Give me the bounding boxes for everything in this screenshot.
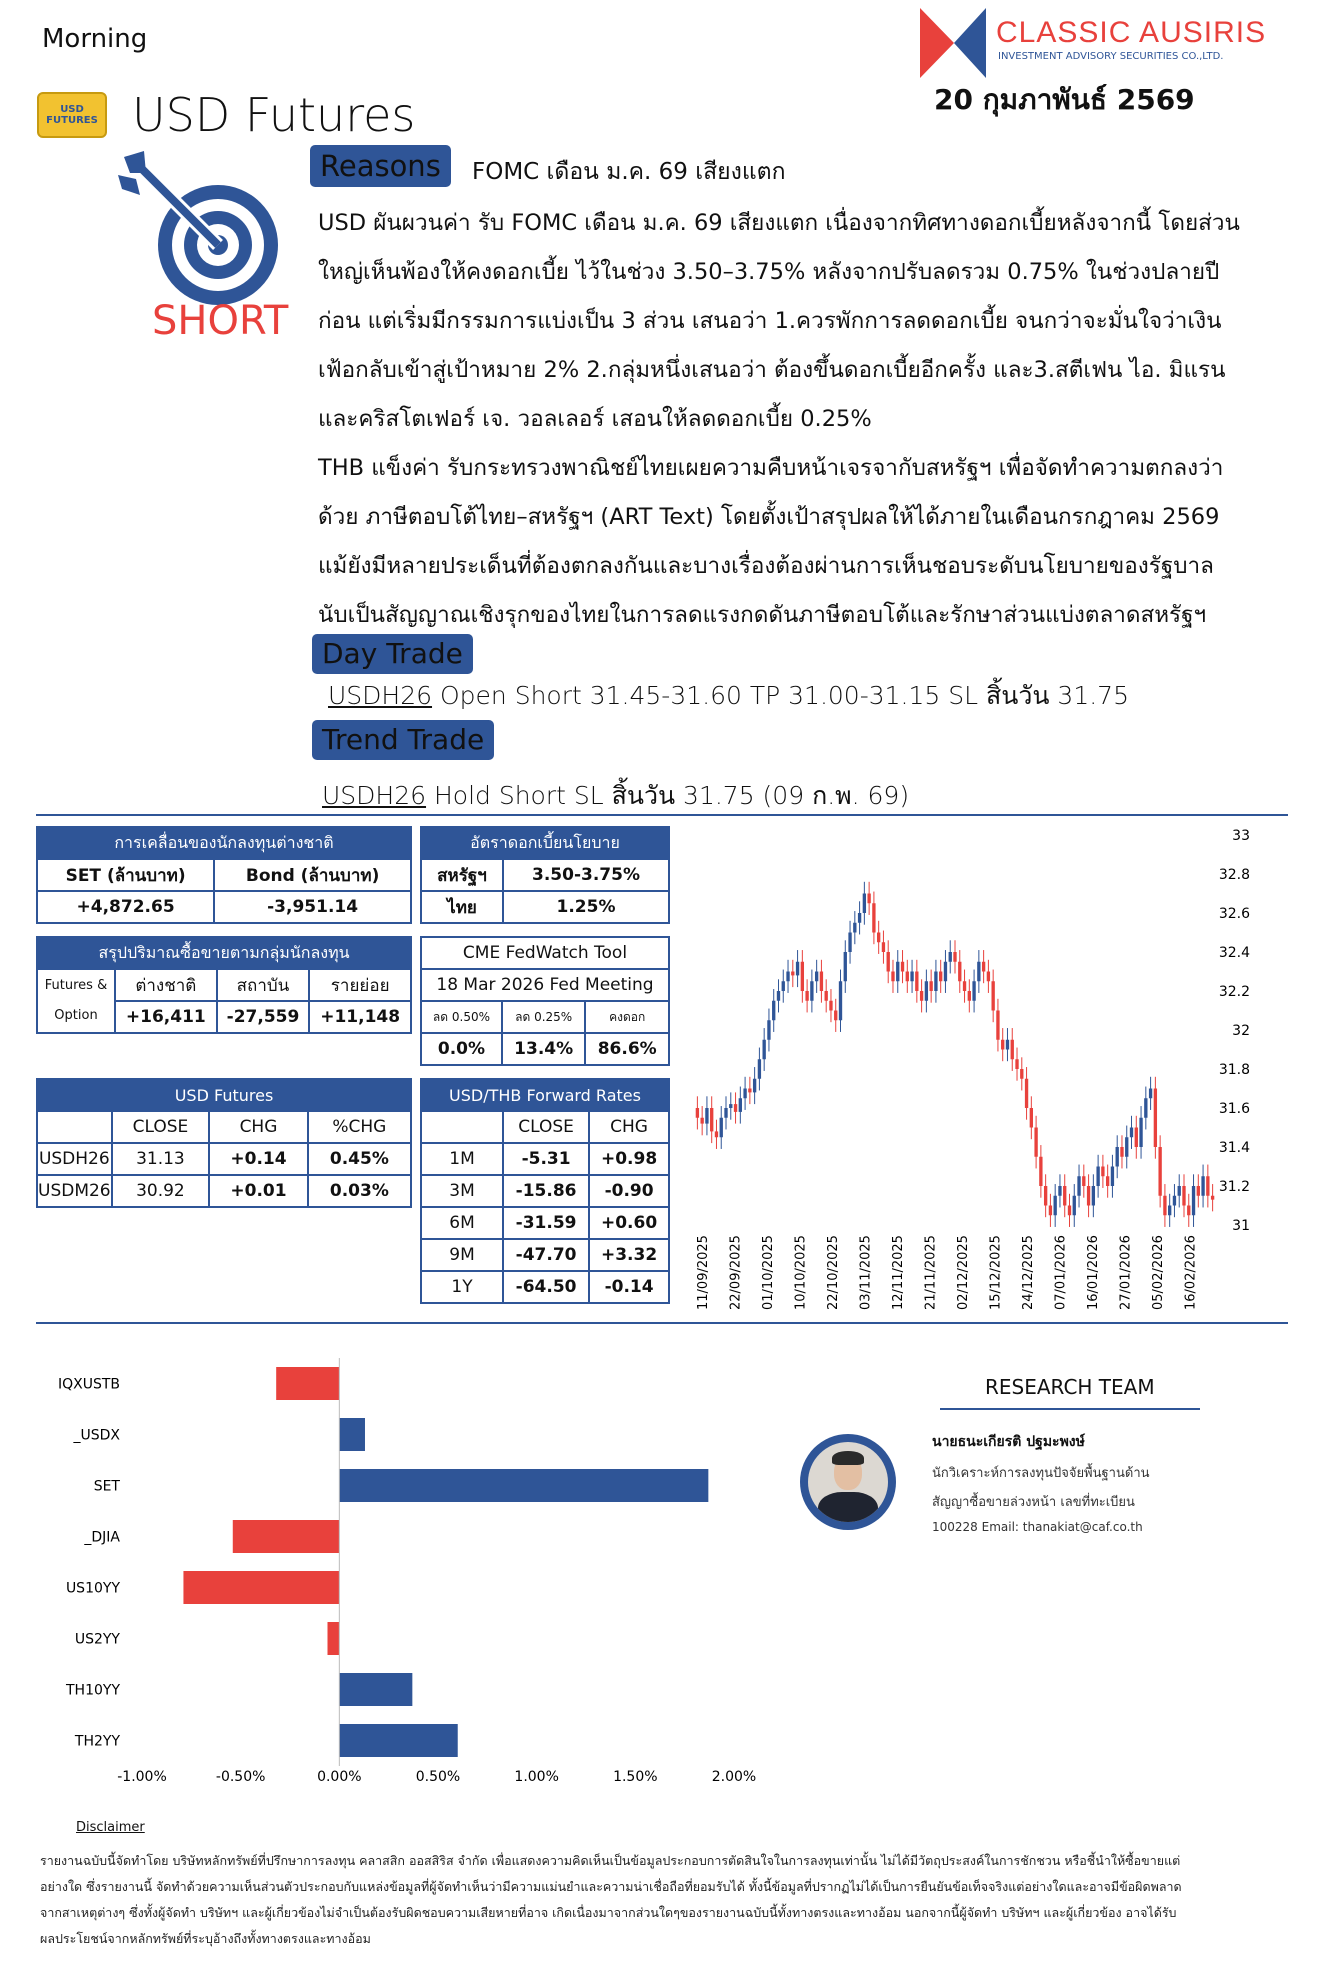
- usd-futures-header-chg: CHG: [209, 1111, 308, 1143]
- volume-foreign: +16,411: [115, 1001, 217, 1033]
- candle-body: [1192, 1186, 1195, 1215]
- bar: [339, 1673, 412, 1706]
- forward-tenor: 3M: [421, 1175, 503, 1207]
- reason-line-4: เฟ้อกลับเข้าสู่เป้าหมาย 2% 2.กลุ่มหนึ่งเสนอว่า ต้องขึ้นดอกเบี้ยอีกครั้ง และ3.สตีเฟน ไอ. มิแรน: [318, 357, 1226, 383]
- y-tick-label: 32.4: [1218, 945, 1250, 961]
- target-icon: [110, 145, 300, 305]
- candle-body: [963, 981, 966, 991]
- forward-tenor: 6M: [421, 1207, 503, 1239]
- candle-body: [968, 991, 971, 1001]
- candle-body: [1058, 1186, 1061, 1196]
- candle-body: [1039, 1157, 1042, 1186]
- candle-body: [953, 952, 956, 962]
- candle-body: [1020, 1069, 1023, 1079]
- futures-option-label: [37, 969, 115, 1033]
- brand-subtitle: INVESTMENT ADVISORY SECURITIES CO.,LTD.: [998, 51, 1224, 62]
- bar-x-tick-label: 1.00%: [514, 1769, 559, 1785]
- candle-body: [729, 1104, 732, 1108]
- disclaimer-line-3: จากสาเหตุต่างๆ ซึ่งทั้งผู้จัดทำ บริษัทฯ และผู้เกี่ยวข้องไม่จำเป็นต้องรับผิดชอบความเสียหายที่อาจ เกิดเนื่องมาจากส่วนใดๆของรายงานฉบับนี้ทั้งทางตรงและทางอ้อม นอกจากนี้ผู้จัดทำ บริษัทฯ และผู้เกี่ยวข้อง อาจได้รับ: [40, 1905, 1177, 1920]
- candle-body: [829, 1001, 832, 1011]
- candle-body: [1187, 1206, 1190, 1216]
- candle-body: [915, 972, 918, 992]
- usdthb-candlestick-chart: [690, 820, 1290, 1320]
- candle-body: [1073, 1196, 1076, 1216]
- research-team-title: RESEARCH TEAM: [985, 1375, 1155, 1399]
- candle-body: [834, 1011, 837, 1021]
- futures-volume-table: [36, 936, 412, 1034]
- volume-institution: -27,559: [217, 1001, 310, 1033]
- candle-body: [1130, 1128, 1133, 1138]
- candle-body: [991, 981, 994, 1010]
- candle-body: [872, 903, 875, 932]
- candle-body: [815, 972, 818, 982]
- reason-line-5: และคริสโตเฟอร์ เจ. วอลเลอร์ เสอนให้ลดดอกเบี้ย 0.25%: [318, 406, 872, 432]
- brand-mark-icon: [920, 8, 986, 78]
- candle-body: [700, 1118, 703, 1124]
- candle-body: [710, 1108, 713, 1131]
- day-trade-label: Day Trade: [312, 634, 473, 674]
- disclaimer-line-4: ผลประโยชน์จากหลักทรัพย์ที่ระบุอ้างถึงทั้งทางตรงและทางอ้อม: [40, 1931, 371, 1946]
- y-tick-label: 32.2: [1218, 984, 1250, 1000]
- reason-line-7: ด้วย ภาษีตอบโต้ไทย–สหรัฐฯ (ART Text) โดยตั้งเป้าสรุปผลให้ได้ภายในเดือนกรกฎาคม 2569: [318, 504, 1220, 530]
- candle-body: [925, 981, 928, 1001]
- forward-chg: +0.60: [589, 1207, 669, 1239]
- futures-label-top: Futures &: [44, 978, 108, 993]
- fedwatch-table: [420, 936, 670, 1066]
- candle-body: [1116, 1147, 1119, 1167]
- divider-top: [36, 814, 1288, 816]
- candle-body: [1158, 1147, 1161, 1196]
- bar-category-label: US2YY: [74, 1631, 120, 1648]
- forward-rates-title: USD/THB Forward Rates: [421, 1079, 669, 1111]
- candle-body: [758, 1059, 761, 1079]
- bar: [339, 1724, 457, 1757]
- bar: [339, 1418, 365, 1451]
- candle-body: [1054, 1196, 1057, 1216]
- candle-body: [1015, 1059, 1018, 1069]
- x-tick-label: 07/01/2026: [1053, 1235, 1069, 1310]
- candle-body: [977, 962, 980, 982]
- edition-label: Morning: [42, 24, 148, 54]
- candle-body: [825, 991, 828, 1001]
- policy-rate-table: [420, 826, 670, 924]
- candle-body: [1135, 1128, 1138, 1148]
- policy-rate-th: 1.25%: [503, 891, 669, 923]
- candle-body: [867, 894, 870, 904]
- bar-category-label: _DJIA: [84, 1529, 120, 1546]
- candle-body: [1006, 1040, 1009, 1050]
- fedwatch-title: CME FedWatch Tool: [421, 937, 669, 969]
- candle-body: [1092, 1186, 1095, 1206]
- y-tick-label: 32: [1232, 1023, 1250, 1039]
- candle-body: [696, 1108, 699, 1118]
- candle-body: [782, 981, 785, 991]
- x-tick-label: 22/09/2025: [728, 1235, 744, 1310]
- usd-futures-header-pchg: %CHG: [308, 1111, 411, 1143]
- analyst-avatar: [800, 1434, 896, 1530]
- x-tick-label: 16/01/2026: [1086, 1235, 1101, 1310]
- candle-body: [863, 894, 866, 914]
- forward-chg: -0.90: [589, 1175, 669, 1207]
- candle-body: [763, 1040, 766, 1060]
- x-tick-label: 27/01/2026: [1118, 1235, 1134, 1310]
- forward-tenor: 1M: [421, 1143, 503, 1175]
- fedwatch-hold: 86.6%: [585, 1033, 669, 1065]
- disclaimer-line-2: อย่างใด ซึ่งรายงานนี้ จัดทำด้วยความเห็นส่วนตัวประกอบกับแหล่งข้อมูลที่ผู้จัดทำเห็นว่ามีความแม่นยำและความน่าเชื่อถือที่ยอมรับได้ ทั้งนี้ข้อมูลที่ปรากฏไม่ได้เป็นการยืนยันข้อเท็จจริงแต่อย่างใดและอาจมีข้อผิดพลาด: [40, 1879, 1182, 1894]
- forward-close: -15.86: [503, 1175, 589, 1207]
- policy-country-us: สหรัฐฯ: [421, 859, 503, 891]
- divider-bottom: [36, 1322, 1288, 1324]
- candle-body: [882, 942, 885, 952]
- bar: [276, 1367, 339, 1400]
- forward-header-blank: [421, 1111, 503, 1143]
- policy-rate-us: 3.50-3.75%: [503, 859, 669, 891]
- bar: [183, 1571, 339, 1604]
- candle-body: [1101, 1167, 1104, 1177]
- reason-line-6: THB แข็งค่า รับกระทรวงพาณิชย์ไทยเผยความคืบหน้าเจรจากับสหรัฐฯ เพื่อจัดทำความตกลงว่า: [318, 455, 1224, 481]
- candle-body: [1044, 1186, 1047, 1206]
- foreign-bond-value: -3,951.14: [214, 891, 411, 923]
- candle-body: [982, 962, 985, 972]
- report-date: 20 กุมภาพันธ์ 2569: [934, 83, 1195, 116]
- candle-body: [1030, 1108, 1033, 1128]
- candle-body: [743, 1089, 746, 1099]
- candle-body: [810, 981, 813, 1001]
- candle-body: [896, 962, 899, 982]
- day-trade-text: Open Short 31.45-31.60 TP 31.00-31.15 SL สิ้นวัน 31.75: [432, 681, 1129, 710]
- policy-country-th: ไทย: [421, 891, 503, 923]
- reason-line-8: แม้ยังมีหลายประเด็นที่ต้องตกลงกันและบางเรื่องต้องผ่านการเห็นชอบระดับนโยบายของรัฐบาล: [318, 553, 1214, 579]
- bar-category-label: SET: [93, 1478, 120, 1495]
- logo-badge-text: USD FUTURES: [46, 104, 98, 126]
- analyst-name: นายธนะเกียรติ ปฐมะพงษ์: [932, 1434, 1085, 1450]
- futures-volume-title: สรุปปริมาณซื้อขายตามกลุ่มนักลงทุน: [37, 937, 411, 969]
- candle-body: [1125, 1137, 1128, 1157]
- candle-body: [1173, 1196, 1176, 1206]
- candle-body: [1178, 1186, 1181, 1196]
- y-tick-label: 33: [1232, 828, 1250, 844]
- bar-category-label: IQXUSTB: [57, 1376, 120, 1393]
- volume-header-institution: สถาบัน: [217, 969, 310, 1001]
- usd-futures-logo: [37, 92, 107, 138]
- candle-body: [1068, 1206, 1071, 1216]
- bar: [233, 1520, 340, 1553]
- policy-rate-title: อัตราดอกเบี้ยนโยบาย: [421, 827, 669, 859]
- candle-body: [901, 962, 904, 972]
- disclaimer-title: Disclaimer: [76, 1820, 145, 1835]
- bar-x-tick-label: 0.50%: [415, 1769, 461, 1785]
- candle-body: [1197, 1186, 1200, 1196]
- candle-body: [791, 972, 794, 976]
- candle-body: [1011, 1040, 1014, 1060]
- x-tick-label: 05/02/2026: [1151, 1235, 1166, 1310]
- candle-body: [944, 962, 947, 982]
- reasons-label: Reasons: [310, 145, 451, 187]
- usd-futures-symbol: USDH26: [37, 1143, 112, 1175]
- forward-header-close: CLOSE: [503, 1111, 589, 1143]
- x-tick-label: 15/12/2025: [988, 1235, 1004, 1310]
- candle-body: [939, 972, 942, 982]
- bar: [327, 1622, 339, 1655]
- candle-body: [734, 1104, 737, 1112]
- candle-body: [1049, 1206, 1052, 1216]
- candle-body: [1077, 1176, 1080, 1196]
- candle-body: [1001, 1040, 1004, 1050]
- forward-chg: +3.32: [589, 1239, 669, 1271]
- candle-body: [1082, 1176, 1085, 1186]
- foreign-flow-title: การเคลื่อนของนักลงทุนต่างชาติ: [37, 827, 411, 859]
- candle-body: [1144, 1098, 1147, 1118]
- forward-close: -64.50: [503, 1271, 589, 1303]
- candle-body: [858, 913, 861, 923]
- candle-body: [748, 1089, 751, 1093]
- disclaimer-line-1: รายงานฉบับนี้จัดทำโดย บริษัทหลักทรัพย์ที่ปรึกษาการลงทุน คลาสสิก ออสสิริส จำกัด เพื่อแสดงความคิดเห็นเป็นข้อมูลประกอบการตัดสินใจในการลงทุนเท่านั้น ไม่ได้มีวัตถุประสงค์ในการชักชวน หรือชี้นำให้ซื้อขายแต่: [40, 1853, 1181, 1868]
- candle-body: [753, 1079, 756, 1093]
- reason-line-2: ใหญ่เห็นพ้องให้คงดอกเบี้ย ไว้ในช่วง 3.50–3.75% หลังจากปรับลดรวม 0.75% ในช่วงปลายปี: [318, 259, 1220, 285]
- reason-line-1: USD ผันผวนค่า รับ FOMC เดือน ม.ค. 69 เสียงแตก เนื่องจากทิศทางดอกเบี้ยหลังจากนี้ โดยส่วน: [318, 210, 1240, 236]
- candle-body: [786, 972, 789, 982]
- candle-body: [853, 923, 856, 933]
- forward-rates-table: [420, 1078, 670, 1304]
- bar-category-label: TH2YY: [74, 1733, 120, 1750]
- usd-futures-title: USD Futures: [37, 1079, 411, 1111]
- usd-futures-chg: +0.01: [209, 1175, 308, 1207]
- foreign-set-value: +4,872.65: [37, 891, 214, 923]
- candle-body: [844, 952, 847, 981]
- usd-futures-close: 31.13: [112, 1143, 210, 1175]
- candle-body: [1063, 1186, 1066, 1206]
- candle-body: [1201, 1176, 1204, 1196]
- x-tick-label: 11/09/2025: [696, 1235, 711, 1310]
- candle-body: [1096, 1167, 1099, 1187]
- fedwatch-meeting: 18 Mar 2026 Fed Meeting: [421, 969, 669, 1001]
- candle-body: [1211, 1196, 1214, 1200]
- candle-body: [724, 1108, 727, 1118]
- forward-tenor: 9M: [421, 1239, 503, 1271]
- candle-body: [996, 1011, 999, 1040]
- candle-body: [1106, 1176, 1109, 1186]
- candle-body: [1154, 1089, 1157, 1148]
- candle-body: [772, 1001, 775, 1021]
- candle-body: [910, 972, 913, 982]
- fedwatch-header-cut50: ลด 0.50%: [421, 1001, 502, 1033]
- usd-futures-table: [36, 1078, 412, 1208]
- analyst-role: นักวิเคราะห์การลงทุนปัจจัยพื้นฐานด้าน: [932, 1466, 1150, 1481]
- brand-logo: [920, 8, 986, 78]
- brand-name: CLASSIC AUSIRIS: [996, 16, 1267, 49]
- candle-body: [1182, 1186, 1185, 1206]
- candle-body: [1149, 1089, 1152, 1099]
- forward-close: -47.70: [503, 1239, 589, 1271]
- analyst-license: สัญญาซื้อขายล่วงหน้า เลขที่ทะเบียน: [932, 1495, 1135, 1510]
- volume-retail: +11,148: [309, 1001, 411, 1033]
- x-tick-label: 03/11/2025: [858, 1235, 874, 1310]
- fedwatch-header-hold: คงดอก: [585, 1001, 669, 1033]
- candle-body: [877, 933, 880, 943]
- x-tick-label: 10/10/2025: [793, 1235, 809, 1310]
- candle-body: [1139, 1118, 1142, 1147]
- candle-body: [705, 1108, 708, 1124]
- forward-tenor: 1Y: [421, 1271, 503, 1303]
- bar-x-tick-label: -0.50%: [215, 1769, 266, 1785]
- y-tick-label: 31.6: [1218, 1101, 1250, 1117]
- candle-body: [720, 1118, 723, 1138]
- candle-body: [739, 1098, 742, 1112]
- candle-body: [1025, 1079, 1028, 1108]
- foreign-flow-col-set: SET (ล้านบาท): [37, 859, 214, 891]
- candle-body: [972, 981, 975, 1001]
- usd-futures-header-blank: [37, 1111, 112, 1143]
- fedwatch-header-cut25: ลด 0.25%: [502, 1001, 586, 1033]
- reason-line-9: นับเป็นสัญญาณเชิงรุกของไทยในการลดแรงกดดันภาษีตอบโต้และรักษาส่วนแบ่งตลาดสหรัฐฯ: [318, 602, 1207, 628]
- x-tick-label: 12/11/2025: [891, 1235, 906, 1310]
- fedwatch-cut25: 13.4%: [502, 1033, 586, 1065]
- forward-header-chg: CHG: [589, 1111, 669, 1143]
- candle-body: [796, 962, 799, 976]
- page-title: USD Futures: [132, 88, 416, 142]
- bar: [339, 1469, 708, 1502]
- bar-x-tick-label: 0.00%: [317, 1769, 362, 1785]
- y-tick-label: 31.2: [1218, 1179, 1250, 1195]
- x-tick-label: 01/10/2025: [761, 1235, 776, 1310]
- candle-body: [891, 972, 894, 982]
- y-tick-label: 32.8: [1218, 867, 1250, 883]
- bar-x-tick-label: 2.00%: [711, 1769, 757, 1785]
- forward-close: -5.31: [503, 1143, 589, 1175]
- volume-header-retail: รายย่อย: [309, 969, 411, 1001]
- candle-body: [1111, 1167, 1114, 1187]
- candle-body: [1034, 1128, 1037, 1157]
- x-tick-label: 16/02/2026: [1183, 1235, 1199, 1310]
- x-tick-label: 22/10/2025: [826, 1235, 841, 1310]
- fedwatch-cut50: 0.0%: [421, 1033, 502, 1065]
- candle-body: [958, 962, 961, 982]
- x-tick-label: 21/11/2025: [923, 1235, 939, 1310]
- candle-body: [1168, 1206, 1171, 1216]
- candle-body: [801, 962, 804, 991]
- forward-close: -31.59: [503, 1207, 589, 1239]
- x-tick-label: 24/12/2025: [1021, 1235, 1036, 1310]
- candle-body: [949, 952, 952, 962]
- trend-trade-label: Trend Trade: [312, 720, 494, 760]
- candle-body: [920, 991, 923, 1001]
- foreign-flow-table: [36, 826, 412, 924]
- day-trade-recommendation: [328, 676, 1129, 716]
- trend-trade-text: Hold Short SL สิ้นวัน 31.75 (09 ก.พ. 69): [426, 781, 910, 810]
- bar-category-label: _USDX: [73, 1427, 120, 1444]
- candle-body: [906, 972, 909, 982]
- y-tick-label: 32.6: [1218, 906, 1250, 922]
- candle-body: [887, 952, 890, 972]
- candle-body: [987, 972, 990, 982]
- bar-x-tick-label: -1.00%: [117, 1769, 167, 1785]
- x-tick-label: 02/12/2025: [956, 1235, 971, 1310]
- candle-body: [777, 991, 780, 1001]
- trend-trade-symbol: USDH26: [322, 781, 427, 810]
- bar-category-label: US10YY: [65, 1580, 120, 1597]
- candle-body: [1206, 1176, 1209, 1196]
- candle-body: [1120, 1147, 1123, 1157]
- foreign-flow-col-bond: Bond (ล้านบาท): [214, 859, 411, 891]
- bar-x-tick-label: 1.50%: [613, 1769, 658, 1785]
- analyst-contact: 100228 Email: thanakiat@caf.co.th: [932, 1520, 1143, 1534]
- usd-futures-chg: +0.14: [209, 1143, 308, 1175]
- candle-body: [805, 991, 808, 1001]
- candle-body: [1163, 1196, 1166, 1216]
- forward-chg: -0.14: [589, 1271, 669, 1303]
- y-tick-label: 31.4: [1218, 1140, 1250, 1156]
- signal-label: SHORT: [152, 298, 289, 344]
- usd-futures-close: 30.92: [112, 1175, 210, 1207]
- usd-futures-symbol: USDM26: [37, 1175, 112, 1207]
- market-change-bar-chart: [36, 1340, 776, 1800]
- bar-category-label: TH10YY: [66, 1682, 120, 1699]
- y-tick-label: 31.8: [1218, 1062, 1250, 1078]
- usd-futures-header-close: CLOSE: [112, 1111, 210, 1143]
- volume-header-foreign: ต่างชาติ: [115, 969, 217, 1001]
- forward-chg: +0.98: [589, 1143, 669, 1175]
- trend-trade-recommendation: [322, 776, 909, 816]
- candle-body: [929, 981, 932, 991]
- research-team-underline: [940, 1408, 1200, 1410]
- candle-body: [1087, 1186, 1090, 1206]
- usd-futures-pchg: 0.45%: [308, 1143, 411, 1175]
- usd-futures-pchg: 0.03%: [308, 1175, 411, 1207]
- y-tick-label: 31: [1232, 1218, 1250, 1234]
- reasons-headline: FOMC เดือน ม.ค. 69 เสียงแตก: [472, 159, 786, 185]
- candle-body: [839, 981, 842, 1020]
- candle-body: [715, 1131, 718, 1137]
- candle-body: [767, 1020, 770, 1040]
- candle-body: [934, 972, 937, 992]
- futures-label-bottom: Option: [54, 1008, 98, 1023]
- candle-body: [848, 933, 851, 953]
- reason-line-3: ก่อน แต่เริ่มมีกรรมการแบ่งเป็น 3 ส่วน เสนอว่า 1.ควรพักการลดดอกเบี้ย จนกว่าจะมั่นใจว่าเงิน: [318, 308, 1222, 334]
- day-trade-symbol: USDH26: [328, 681, 433, 710]
- candle-body: [820, 972, 823, 992]
